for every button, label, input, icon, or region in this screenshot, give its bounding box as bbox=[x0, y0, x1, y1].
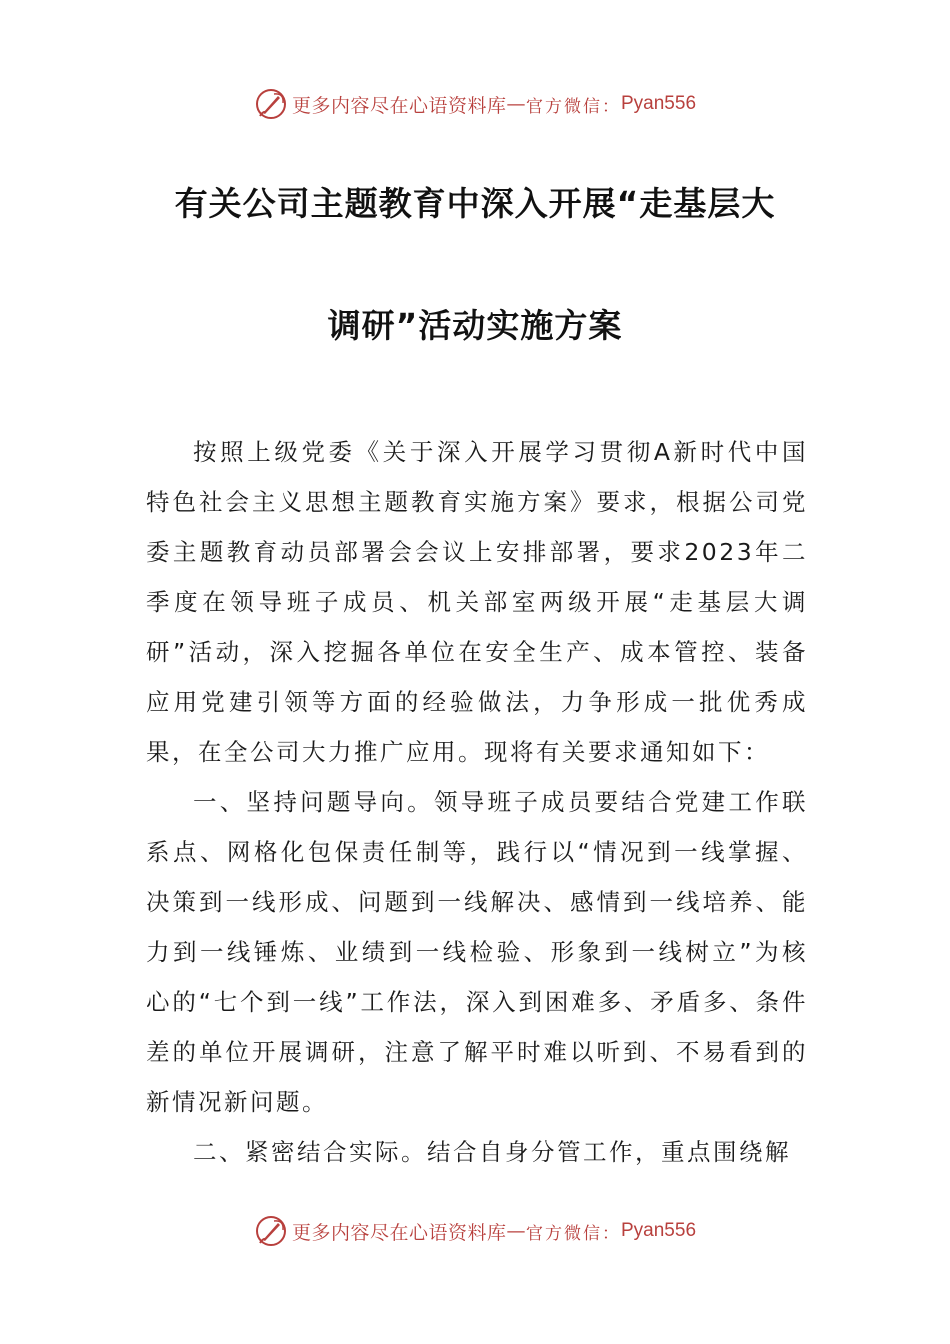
watermark-official-label: 官方微信： bbox=[526, 96, 621, 117]
body-paragraph-3: 二、紧密结合实际。结合自身分管工作，重点围绕解 bbox=[193, 1138, 791, 1166]
watermark-wechat-id: Pyan556 bbox=[621, 93, 697, 114]
body-paragraph-2: 一、坚持问题导向。领导班子成员要结合党建工作联系点、网格化包保责任制等，践行以“情况到一线掌握、决策到一线形成、问题到一线解决、感情到一线培养、能力到一线锤炼、业绩到一线检验、形象到一线树立”为核心的“七个到一线”工作法，深入到困难多、矛盾多、条件差的单位开展调研，注意了解平时难以听到、不易看到的新情况新问题。 bbox=[146, 788, 808, 1116]
watermark-site-text: 更多内容尽在心语资料库 bbox=[291, 1221, 507, 1244]
watermark-dash: — bbox=[506, 1220, 526, 1242]
pen-feather-logo-icon bbox=[254, 1214, 288, 1248]
body-paragraph-1: 按照上级党委《关于深入开展学习贯彻A新时代中国特色社会主义思想主题教育实施方案》要求，根据公司党委主题教育动员部署会会议上安排部署，要求2023年二季度在领导班子成员、机关部室两级开展“走基层大调研”活动，深入挖掘各单位在安全生产、成本管控、装备应用党建引领等方面的经验做法，力争形成一批优秀成果，在全公司大力推广应用。现将有关要求通知如下： bbox=[146, 438, 808, 766]
document-title-line-2: 调研”活动实施方案 bbox=[327, 306, 623, 345]
watermark-site-text: 更多内容尽在心语资料库 bbox=[291, 94, 507, 117]
top-watermark-banner bbox=[0, 84, 950, 124]
document-body bbox=[146, 427, 808, 1177]
watermark-dash: — bbox=[506, 93, 526, 115]
pen-feather-logo-icon bbox=[254, 87, 288, 121]
bottom-watermark-banner bbox=[0, 1211, 950, 1251]
document-title-line-1: 有关公司主题教育中深入开展“走基层大 bbox=[174, 184, 776, 223]
watermark-official-label: 官方微信： bbox=[526, 1223, 621, 1244]
watermark-wechat-id: Pyan556 bbox=[621, 1220, 697, 1241]
